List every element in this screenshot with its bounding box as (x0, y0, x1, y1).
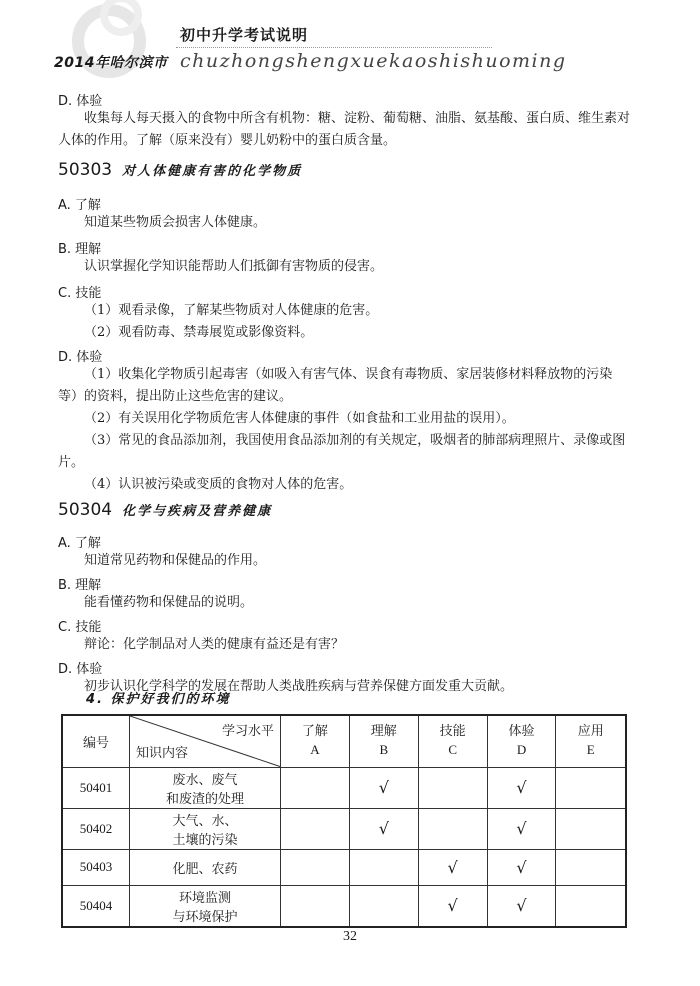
page-number: 32 (343, 929, 357, 944)
col-header-level: 应用 E (556, 715, 626, 767)
row-mark: √ (349, 808, 418, 849)
row-content: 废水、废气 和废渣的处理 (130, 767, 281, 808)
row-code: 50404 (62, 885, 130, 927)
row-mark: √ (487, 885, 556, 927)
section-50304-title: 化学与疾病及营养健康 (122, 504, 273, 519)
row-mark (418, 808, 487, 849)
header-pinyin: chuzhongshengxuekaoshishuoming (180, 50, 567, 72)
diag-label-level: 学习水平 (221, 724, 274, 739)
row-code: 50401 (62, 767, 130, 808)
learning-level-table (61, 714, 627, 928)
section-50303-heading (58, 160, 302, 180)
row-mark (281, 767, 350, 808)
section-50304-code: 50304 (58, 500, 113, 520)
row-mark (281, 885, 350, 927)
section-50303-d-label: D. 体验 (58, 350, 103, 365)
section-50303-c-label: C. 技能 (58, 286, 102, 301)
row-mark (556, 849, 626, 885)
diag-label-content: 知识内容 (136, 745, 189, 761)
row-mark: √ (418, 885, 487, 927)
section-50303-b-text: 认识掌握化学知识能帮助人们抵御有害物质的侵害。 (84, 259, 384, 274)
row-code: 50402 (62, 808, 130, 849)
header-year-city: 2014年哈尔滨市 (54, 55, 168, 71)
section-50302-d-label: D. 体验 (58, 94, 103, 109)
row-mark (281, 849, 350, 885)
row-mark: √ (349, 767, 418, 808)
section-50304-a-label: A. 了解 (58, 536, 101, 551)
row-mark: √ (418, 849, 487, 885)
section-50304-d-text: 初步认识化学科学的发展在帮助人类战胜疾病与营养保健方面发重大贡献。 (84, 679, 514, 694)
subsection-4-title: 4. 保护好我们的环境 (86, 692, 231, 707)
row-mark (556, 767, 626, 808)
col-header-level: 体验 D (487, 715, 556, 767)
section-50303-d-item: （4）认识被污染或变质的食物对人体的危害。 (84, 477, 353, 492)
section-50303-c-item: （2）观看防毒、禁毒展览或影像资料。 (84, 325, 314, 340)
row-mark (418, 767, 487, 808)
section-50304-heading (58, 500, 272, 520)
row-mark: √ (487, 849, 556, 885)
section-50303-code: 50303 (58, 160, 113, 180)
row-mark (556, 885, 626, 927)
col-header-level: 技能 C (418, 715, 487, 767)
section-50304-d-label: D. 体验 (58, 662, 103, 677)
table-row (62, 808, 626, 849)
row-content: 化肥、农药 (130, 849, 281, 885)
header-divider (176, 47, 492, 48)
row-code: 50403 (62, 849, 130, 885)
row-mark: √ (487, 767, 556, 808)
section-50303-c-item: （1）观看录像，了解某些物质对人体健康的危害。 (84, 303, 379, 318)
row-mark (349, 885, 418, 927)
section-50303-d-item: （3）常见的食品添加剂，我国使用食品添加剂的有关规定，吸烟者的肺部病理照片、录像或图片。 (58, 433, 626, 470)
section-50303-d-item: （2）有关误用化学物质危害人体健康的事件（如食盐和工业用盐的误用）。 (84, 411, 515, 426)
section-50303-d-item: （1）收集化学物质引起毒害（如吸入有害气体、误食有毒物质、家居装修材料释放物的污染等）的资料，提出防止这些危害的建议。 (58, 367, 613, 404)
section-50304-a-text: 知道常见药物和保健品的作用。 (84, 553, 267, 568)
row-mark (281, 808, 350, 849)
col-header-code: 编号 (62, 715, 130, 767)
row-mark: √ (487, 808, 556, 849)
row-content: 环境监测 与环境保护 (130, 885, 281, 927)
section-50304-c-text: 辩论：化学制品对人类的健康有益还是有害？ (84, 637, 345, 652)
section-50302-d-text: 收集每人每天摄入的食物中所含有机物：糖、淀粉、葡萄糖、油脂、氨基酸、蛋白质、维生素对人体的作用。了解（原来没有）婴儿奶粉中的蛋白质含量。 (58, 111, 631, 148)
section-50304-c-label: C. 技能 (58, 620, 102, 635)
section-50304-b-label: B. 理解 (58, 578, 102, 593)
col-header-level: 理解 B (349, 715, 418, 767)
col-header-level: 了解 A (281, 715, 350, 767)
table-header-row (62, 715, 626, 767)
section-50304-b-text: 能看懂药物和保健品的说明。 (84, 595, 254, 610)
section-50303-a-label: A. 了解 (58, 198, 101, 213)
col-header-diagonal (130, 715, 281, 767)
row-mark (556, 808, 626, 849)
section-50303-title: 对人体健康有害的化学物质 (122, 164, 303, 179)
section-50303-b-label: B. 理解 (58, 242, 102, 257)
header-title: 初中升学考试说明 (180, 26, 309, 44)
table-row (62, 849, 626, 885)
row-mark (349, 849, 418, 885)
row-content: 大气、水、 土壤的污染 (130, 808, 281, 849)
table-row (62, 885, 626, 927)
section-50303-a-text: 知道某些物质会损害人体健康。 (84, 215, 267, 230)
table-row (62, 767, 626, 808)
